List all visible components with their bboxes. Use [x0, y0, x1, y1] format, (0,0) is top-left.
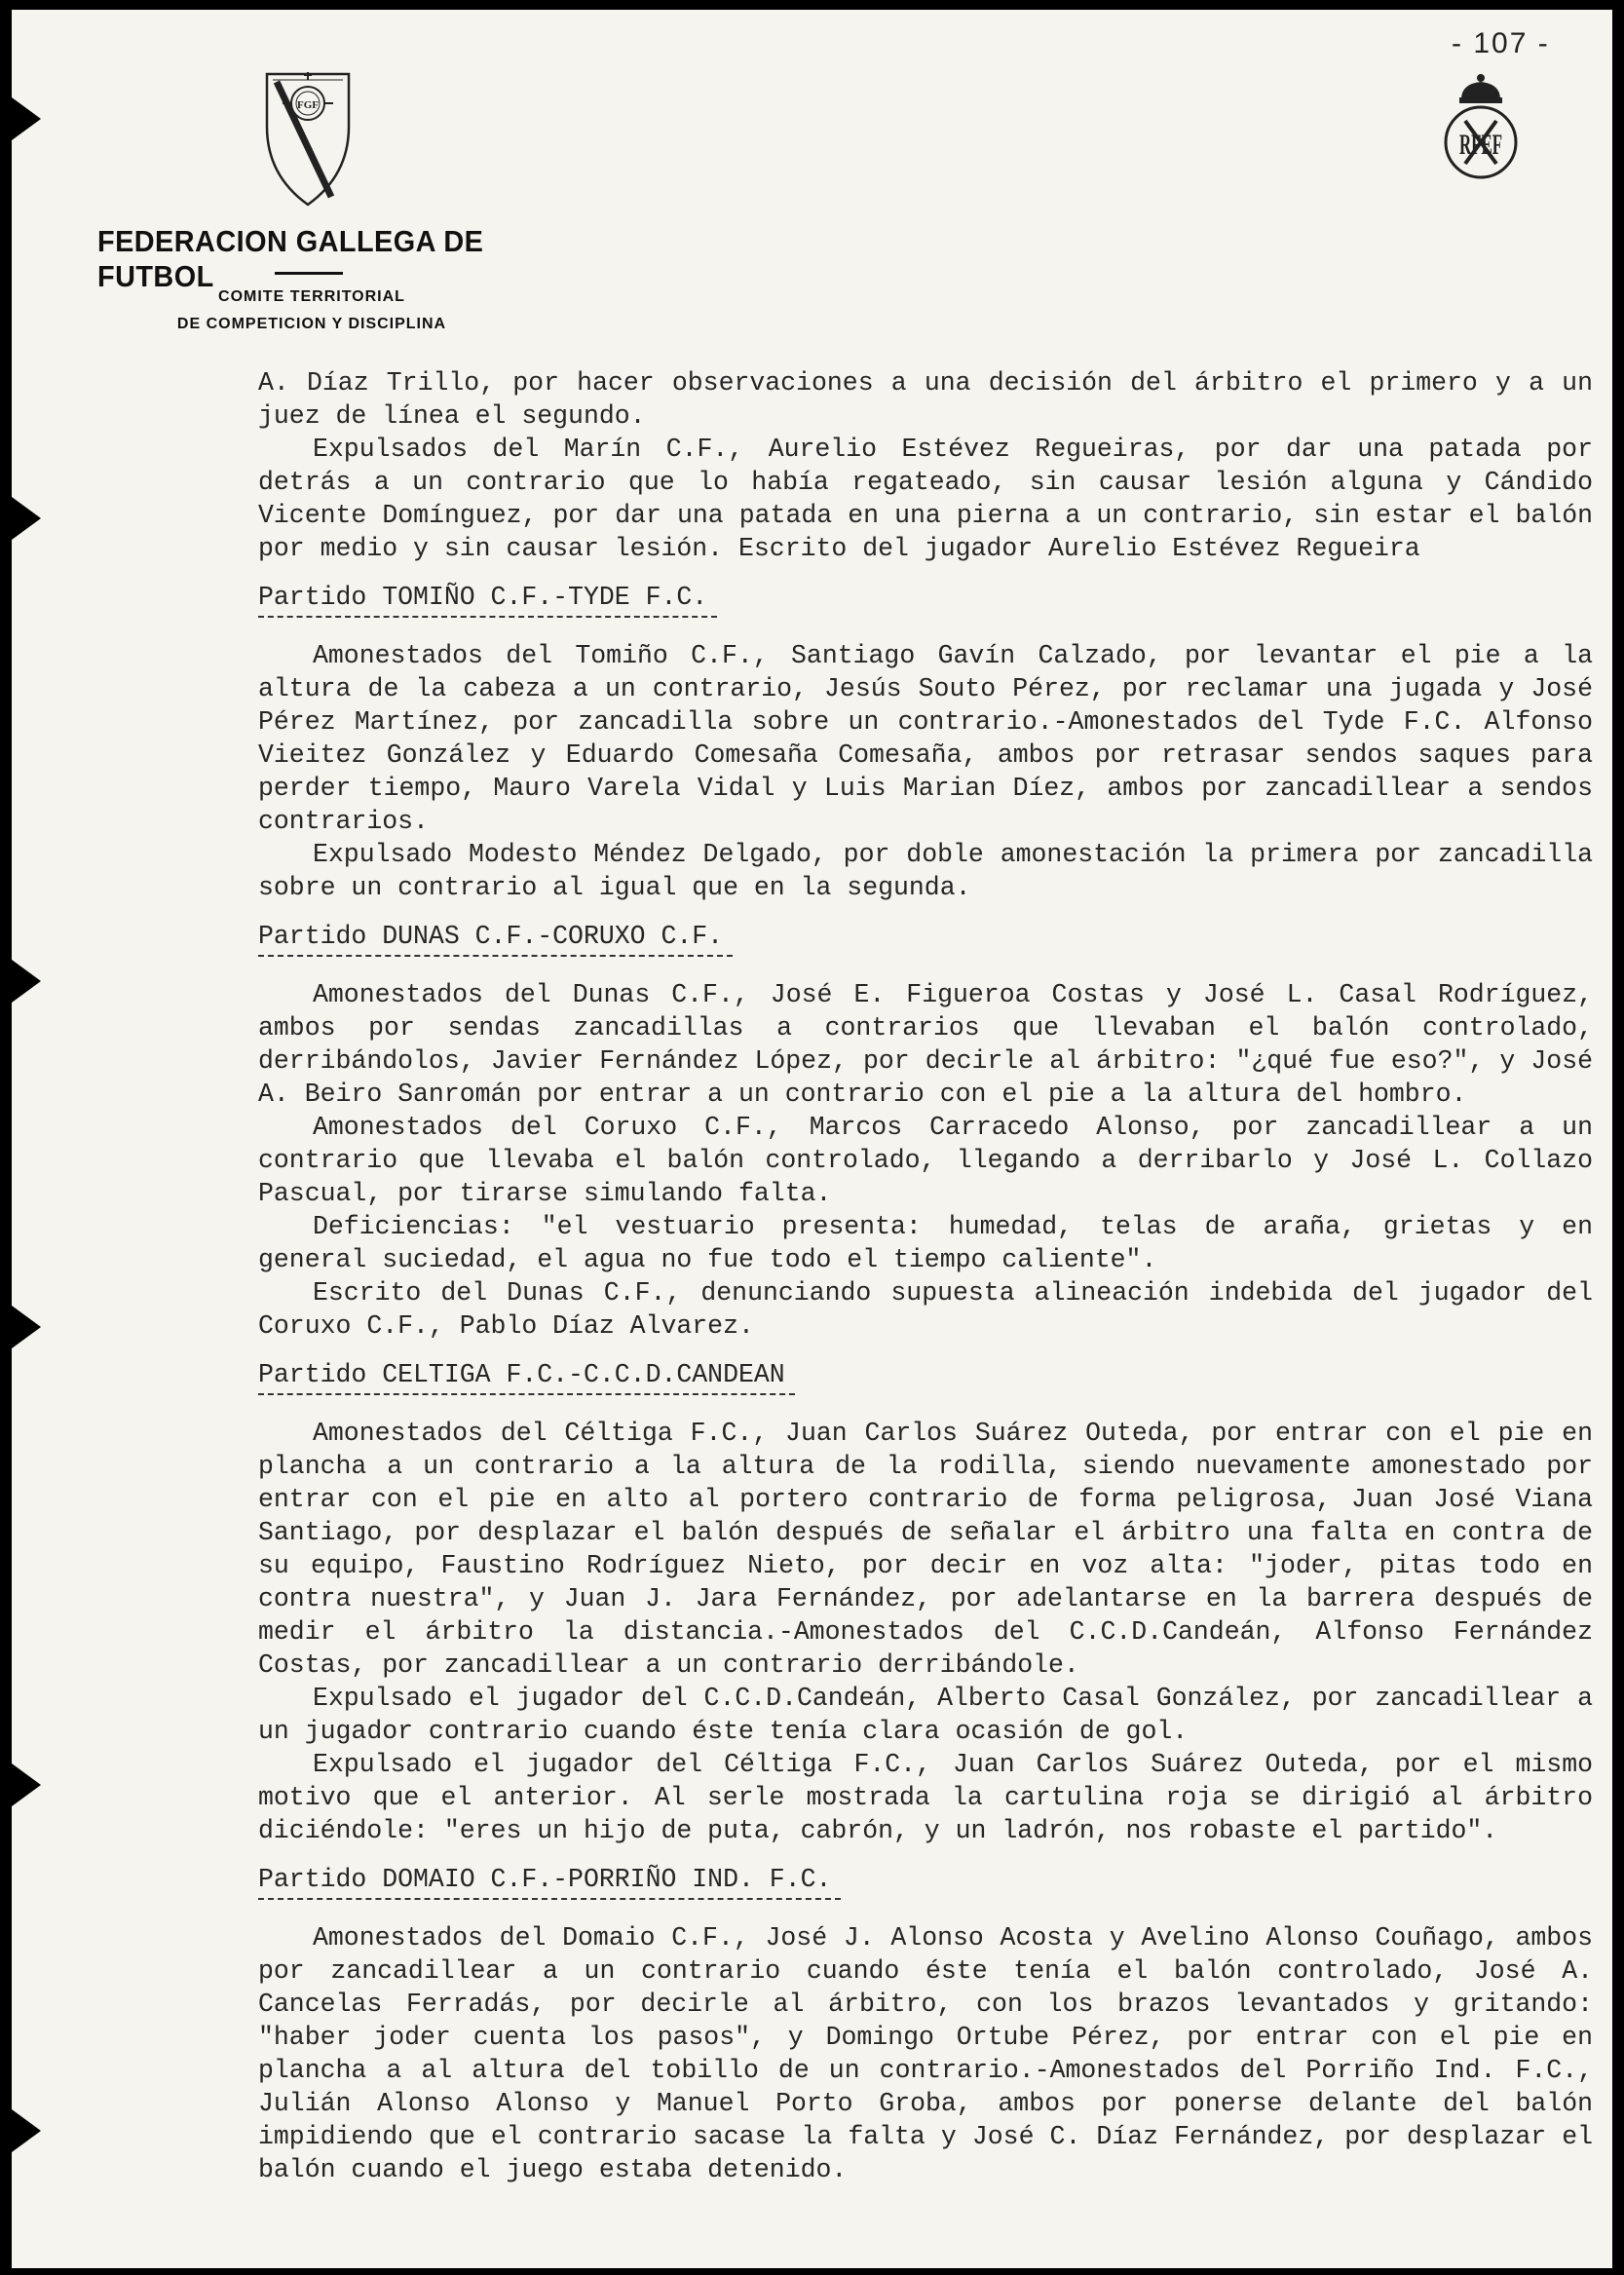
binder-notch — [12, 2109, 41, 2152]
match-heading: Partido DOMAIO C.F.-PORRIÑO IND. F.C. — [258, 1863, 841, 1900]
committee-line-2: DE COMPETICION Y DISCIPLINA — [176, 316, 447, 332]
match-section — [258, 1343, 1593, 1847]
match-section — [258, 1847, 1593, 2186]
match-heading: Partido CELTIGA F.C.-C.C.D.CANDEAN — [258, 1358, 795, 1395]
match-section — [258, 565, 1593, 904]
intro-paragraph: A. Díaz Trillo, por hacer observaciones a una decisión del árbitro el primero y a un juez de línea el segundo. — [258, 368, 1593, 431]
shield-crest-icon — [263, 68, 353, 209]
page-number: - 107 - — [1452, 27, 1550, 59]
binder-notch — [12, 97, 41, 140]
crowned-monogram-icon — [1440, 72, 1522, 184]
section-paragraph: Amonestados del Tomiño C.F., Santiago Gavín Calzado, por levantar el pie a la altura de la cabeza a un contrario, Jesús Souto Pérez, por reclamar una jugada y José Pérez Martínez, por zancadilla sobre un contrario.-Amonestados del Tyde F.C. Alfonso Vieitez González y Eduardo Comesaña Comesaña, ambos por retrasar sendos saques para perder tiempo, Mauro Varela Vidal y Luis Marian Díez, ambos por zancadillear a sendos contrarios. — [258, 641, 1593, 836]
section-paragraph: Deficiencias: "el vestuario presenta: humedad, telas de araña, grietas y en general suciedad, el agua no fue todo el tiempo caliente". — [258, 1212, 1593, 1274]
intro-paragraph: Expulsados del Marín C.F., Aurelio Estévez Regueiras, por dar una patada por detrás a un contrario que lo había regateado, sin causar lesión alguna y Cándido Vicente Domínguez, por dar una patada en una pierna a un contrario, sin estar el balón por medio y sin causar lesión. Escrito del jugador Aurelio Estévez Regueira — [258, 435, 1593, 563]
letterhead-divider — [275, 272, 343, 275]
section-paragraph: Expulsado Modesto Méndez Delgado, por doble amonestación la primera por zancadilla sobre un contrario al igual que en la segunda. — [258, 840, 1593, 902]
committee-name — [97, 288, 526, 343]
left-emblem-monogram: FGF — [297, 99, 319, 111]
section-paragraph: Amonestados del Coruxo C.F., Marcos Carracedo Alonso, por zancadillear a un contrario que llevaba el balón controlado, llegando a derribarlo y José L. Collazo Pascual, por tirarse simulando falta. — [258, 1113, 1593, 1208]
document-body — [258, 366, 1593, 2186]
section-paragraph: Expulsado el jugador del C.C.D.Candeán, Alberto Casal González, por zancadillear a un jugador contrario cuando éste tenía clara ocasión de gol. — [258, 1684, 1593, 1746]
binder-notch — [12, 1763, 41, 1806]
section-paragraph: Amonestados del Domaio C.F., José J. Alonso Acosta y Avelino Alonso Couñago, ambos por zancadillear a un contrario cuando éste tenía el balón controlado, José A. Cancelas Ferradás, por decirle al árbitro, con los brazos levantados y gritando: "haber joder cuenta los pasos", y Domingo Ortube Pérez, por entrar con el pie en plancha a al altura del tobillo de un contrario.-Amonestados del Porriño Ind. F.C., Julián Alonso Alonso y Manuel Porto Groba, ambos por ponerse delante del balón impidiendo que el contrario sacase la falta y José C. Díaz Fernández, por desplazar el balón cuando el juego estaba detenido. — [258, 1923, 1593, 2184]
section-paragraph: Amonestados del Dunas C.F., José E. Figueroa Costas y José L. Casal Rodríguez, ambos por sendas zancadillas a contrarios que llevaban el balón controlado, derribándolos, Javier Fernández López, por decirle al árbitro: "¿qué fue eso?", y José A. Beiro Sanromán por entrar a un contrario con el pie a la altura del hombro. — [258, 980, 1593, 1109]
section-paragraph: Expulsado el jugador del Céltiga F.C., Juan Carlos Suárez Outeda, por el mismo motivo que el anterior. Al serle mostrada la cartulina roja se dirigió al árbitro diciéndole: "eres un hijo de puta, cabrón, y un ladrón, nos robaste el partido". — [258, 1750, 1593, 1845]
binder-notch — [12, 1306, 41, 1348]
section-paragraph: Amonestados del Céltiga F.C., Juan Carlos Suárez Outeda, por entrar con el pie en plancha a un contrario a la altura de la rodilla, siendo nuevamente amonestado por entrar con el pie en alto al portero contrario de forma peligrosa, Juan José Viana Santiago, por desplazar el balón después de señalar el árbitro una falta en contra de su equipo, Faustino Rodríguez Nieto, por decir en voz alta: "joder, pitas todo en contra nuestra", y Juan J. Jara Fernández, por adelantarse en la barrera después de medir el árbitro la distancia.-Amonestados del C.C.D.Candeán, Alfonso Fernández Costas, por zancadillear a un contrario derribándole. — [258, 1419, 1593, 1680]
committee-line-1: COMITE TERRITORIAL — [218, 288, 405, 305]
match-heading: Partido DUNAS C.F.-CORUXO C.F. — [258, 920, 733, 957]
binder-notch — [12, 497, 41, 540]
match-section — [258, 904, 1593, 1343]
binder-notch — [12, 960, 41, 1003]
federation-name: FEDERACION GALLEGA DE FUTBOL — [97, 224, 484, 293]
section-paragraph: Escrito del Dunas C.F., denunciando supuesta alineación indebida del jugador del Coruxo C.F., Pablo Díaz Alvarez. — [258, 1278, 1593, 1341]
right-emblem-monogram: RFEF — [1459, 129, 1502, 161]
match-heading: Partido TOMIÑO C.F.-TYDE F.C. — [258, 581, 717, 618]
